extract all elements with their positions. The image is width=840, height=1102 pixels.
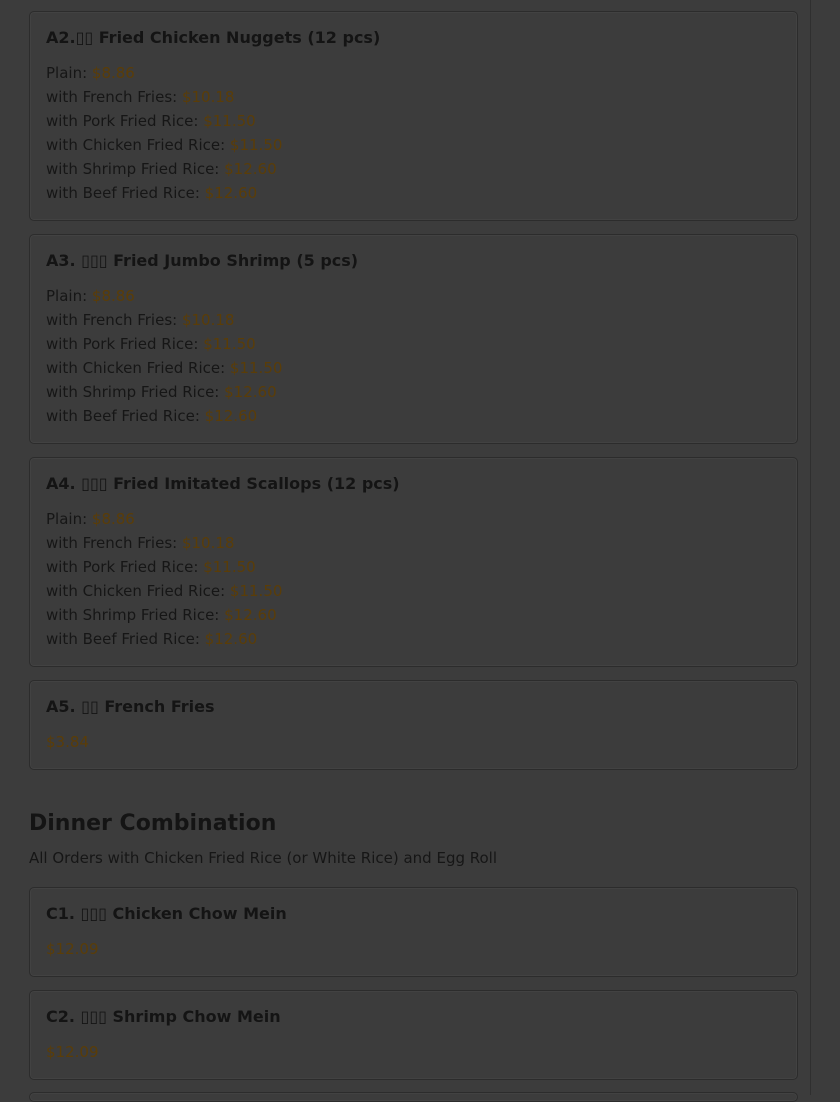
option-label: with Beef Fried Rice: <box>46 630 205 648</box>
option-label: with Beef Fried Rice: <box>46 184 205 202</box>
price-option[interactable] <box>46 507 781 531</box>
price-option[interactable] <box>46 308 781 332</box>
option-label: with Beef Fried Rice: <box>46 407 205 425</box>
menu-item-price: $12.09 <box>46 1043 99 1061</box>
menu-item-card[interactable] <box>29 11 798 221</box>
option-label: with French Fries: <box>46 88 182 106</box>
price-option[interactable] <box>46 627 781 651</box>
option-price: $8.86 <box>91 64 135 82</box>
price-option[interactable] <box>46 109 781 133</box>
section-subtitle: All Orders with Chicken Fried Rice (or White Rice) and Egg Roll <box>29 849 498 867</box>
option-label: with Chicken Fried Rice: <box>46 136 230 154</box>
option-label: with Shrimp Fried Rice: <box>46 383 225 401</box>
price-option[interactable] <box>46 404 781 428</box>
menu-item-card[interactable] <box>29 680 798 770</box>
option-price: $12.60 <box>224 383 277 401</box>
price-option[interactable] <box>46 531 781 555</box>
price-option[interactable] <box>46 356 781 380</box>
option-price: $10.18 <box>181 88 235 106</box>
menu-item-card[interactable] <box>29 887 798 977</box>
option-label: Plain: <box>46 64 92 82</box>
option-price: $12.60 <box>224 160 277 178</box>
menu-item-card[interactable] <box>29 234 798 444</box>
menu-item-price: $12.09 <box>46 940 99 958</box>
price-option[interactable] <box>46 380 781 404</box>
menu-item-card[interactable] <box>29 1092 798 1102</box>
option-label: with Pork Fried Rice: <box>46 558 204 576</box>
option-price: $10.18 <box>181 311 235 329</box>
menu-item-title: A5. ▯▯ French Fries <box>46 697 215 716</box>
price-option[interactable] <box>46 555 781 579</box>
option-label: with Chicken Fried Rice: <box>46 582 230 600</box>
option-price: $12.60 <box>204 630 258 648</box>
option-price: $12.60 <box>204 184 258 202</box>
menu-item-title: A4. ▯▯▯ Fried Imitated Scallops (12 pcs) <box>46 474 400 493</box>
price-option[interactable] <box>46 579 781 603</box>
menu-item-title: C2. ▯▯▯ Shrimp Chow Mein <box>46 1007 281 1026</box>
option-label: with Pork Fried Rice: <box>46 112 204 130</box>
menu-item-title: A3. ▯▯▯ Fried Jumbo Shrimp (5 pcs) <box>46 251 359 270</box>
price-option[interactable] <box>46 61 781 85</box>
option-price: $12.60 <box>204 407 258 425</box>
option-price: $12.60 <box>224 606 277 624</box>
option-label: with Pork Fried Rice: <box>46 335 204 353</box>
option-price: $11.50 <box>229 136 283 154</box>
price-option[interactable] <box>46 603 781 627</box>
option-label: Plain: <box>46 510 92 528</box>
option-label: Plain: <box>46 287 92 305</box>
menu-item-title: C1. ▯▯▯ Chicken Chow Mein <box>46 904 287 923</box>
option-price: $11.50 <box>229 359 283 377</box>
price-option[interactable] <box>46 85 781 109</box>
option-label: with Shrimp Fried Rice: <box>46 606 225 624</box>
option-label: with Shrimp Fried Rice: <box>46 160 225 178</box>
option-price: $11.50 <box>203 558 256 576</box>
menu-item-card[interactable] <box>29 990 798 1080</box>
section-title: Dinner Combination <box>29 811 277 836</box>
option-price: $11.50 <box>229 582 283 600</box>
price-option[interactable] <box>46 157 781 181</box>
menu-item-card[interactable] <box>29 457 798 667</box>
option-price: $8.86 <box>91 287 135 305</box>
option-label: with French Fries: <box>46 534 182 552</box>
menu-item-price: $3.84 <box>46 733 89 751</box>
price-option[interactable] <box>46 181 781 205</box>
option-price: $11.50 <box>203 112 256 130</box>
price-option[interactable] <box>46 332 781 356</box>
option-price: $10.18 <box>181 534 235 552</box>
option-label: with French Fries: <box>46 311 182 329</box>
price-option[interactable] <box>46 133 781 157</box>
price-option[interactable] <box>46 284 781 308</box>
menu-item-title: A2.▯▯ Fried Chicken Nuggets (12 pcs) <box>46 28 381 47</box>
page-right-border <box>810 0 811 1095</box>
option-label: with Chicken Fried Rice: <box>46 359 230 377</box>
option-price: $11.50 <box>203 335 256 353</box>
option-price: $8.86 <box>91 510 135 528</box>
